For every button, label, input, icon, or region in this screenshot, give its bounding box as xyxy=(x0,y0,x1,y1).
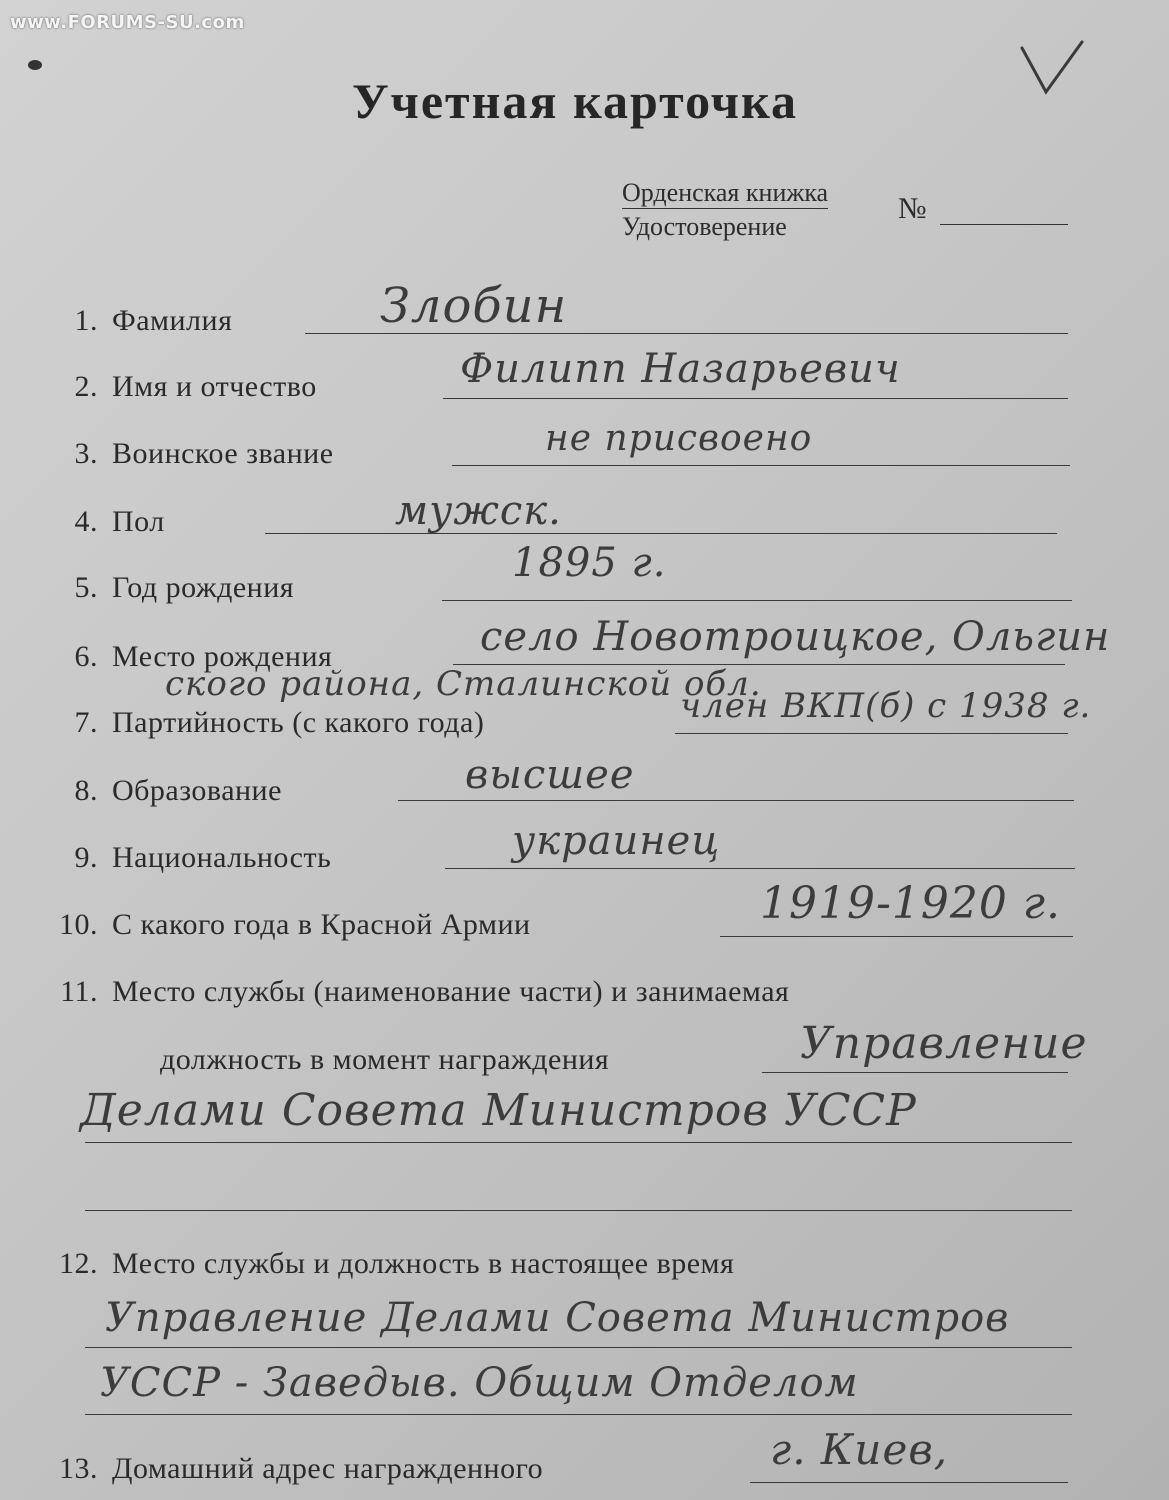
field-sex-line xyxy=(265,533,1057,534)
field-name-value: Филипп Назарьевич xyxy=(460,346,901,392)
field-party-line xyxy=(675,733,1068,734)
field-birthplace-value-cont: ского района, Сталинской обл. xyxy=(165,664,762,704)
field-education-label: 8. Образование xyxy=(74,774,282,807)
field-birthplace-label: 6. Место рождения xyxy=(74,640,333,673)
watermark: www.FORUMS-SU.com xyxy=(10,12,245,33)
field-surname-value: Злобин xyxy=(380,278,568,334)
order-book-label: Орденская книжка xyxy=(622,178,829,207)
field-army-label: 10. С какого года в Красной Армии xyxy=(59,908,531,941)
field-rank-label: 3. Воинское звание xyxy=(74,437,334,470)
field-party-label: 7. Партийность (с какого года) xyxy=(74,706,485,739)
field-current-line-2 xyxy=(85,1414,1072,1415)
field-birthyear-value: 1895 г. xyxy=(512,540,667,586)
field-service-line-1 xyxy=(762,1072,1068,1073)
field-surname-label: 1. Фамилия xyxy=(74,304,233,337)
number-line xyxy=(940,224,1068,225)
field-rank-line xyxy=(452,465,1070,466)
field-birthplace-value: село Новотроицкое, Ольгин xyxy=(480,614,1111,660)
field-sex-value: мужск. xyxy=(395,488,562,534)
field-name-line xyxy=(443,398,1068,399)
document-title: Учетная карточка xyxy=(351,73,799,129)
field-service-line-3 xyxy=(85,1210,1072,1211)
field-address-label: 13. Домашний адрес награжденного xyxy=(59,1452,544,1485)
field-nationality-value: украинец xyxy=(512,818,721,864)
field-education-value: высшее xyxy=(465,752,635,798)
field-service-label: 11. Место службы (наименование части) и занимаемая xyxy=(60,975,790,1008)
field-service-value-cont: Делами Совета Министров УССР xyxy=(80,1085,917,1136)
field-service-line-2 xyxy=(85,1142,1072,1143)
field-service-label-cont: должность в момент награждения xyxy=(160,1043,610,1076)
field-party-value: член ВКП(б) с 1938 г. xyxy=(680,686,1092,726)
field-education-line xyxy=(398,800,1074,801)
field-current-value: Управление Делами Совета Министров xyxy=(105,1295,1010,1341)
field-army-line xyxy=(720,936,1073,937)
field-service-value: Управление xyxy=(800,1018,1088,1069)
order-book-block xyxy=(622,178,828,246)
field-nationality-line xyxy=(445,868,1075,869)
field-birthyear-label: 5. Год рождения xyxy=(74,571,295,604)
ink-spot xyxy=(28,60,42,70)
number-sign: № xyxy=(898,192,927,225)
field-address-line xyxy=(750,1482,1068,1483)
field-current-value-cont: УССР - Заведыв. Общим Отделом xyxy=(100,1360,859,1406)
field-address-value: г. Киев, xyxy=(770,1425,949,1474)
certificate-label: Удостоверение xyxy=(622,212,787,241)
field-army-value: 1919-1920 г. xyxy=(760,878,1062,929)
field-current-line-1 xyxy=(85,1347,1072,1348)
field-sex-label: 4. Пол xyxy=(74,505,165,538)
field-rank-value: не присвоено xyxy=(545,418,813,459)
field-name-label: 2. Имя и отчество xyxy=(74,370,317,403)
field-birthyear-line xyxy=(442,600,1072,601)
field-nationality-label: 9. Национальность xyxy=(74,841,332,874)
field-current-label: 12. Место службы и должность в настоящее время xyxy=(59,1247,735,1280)
